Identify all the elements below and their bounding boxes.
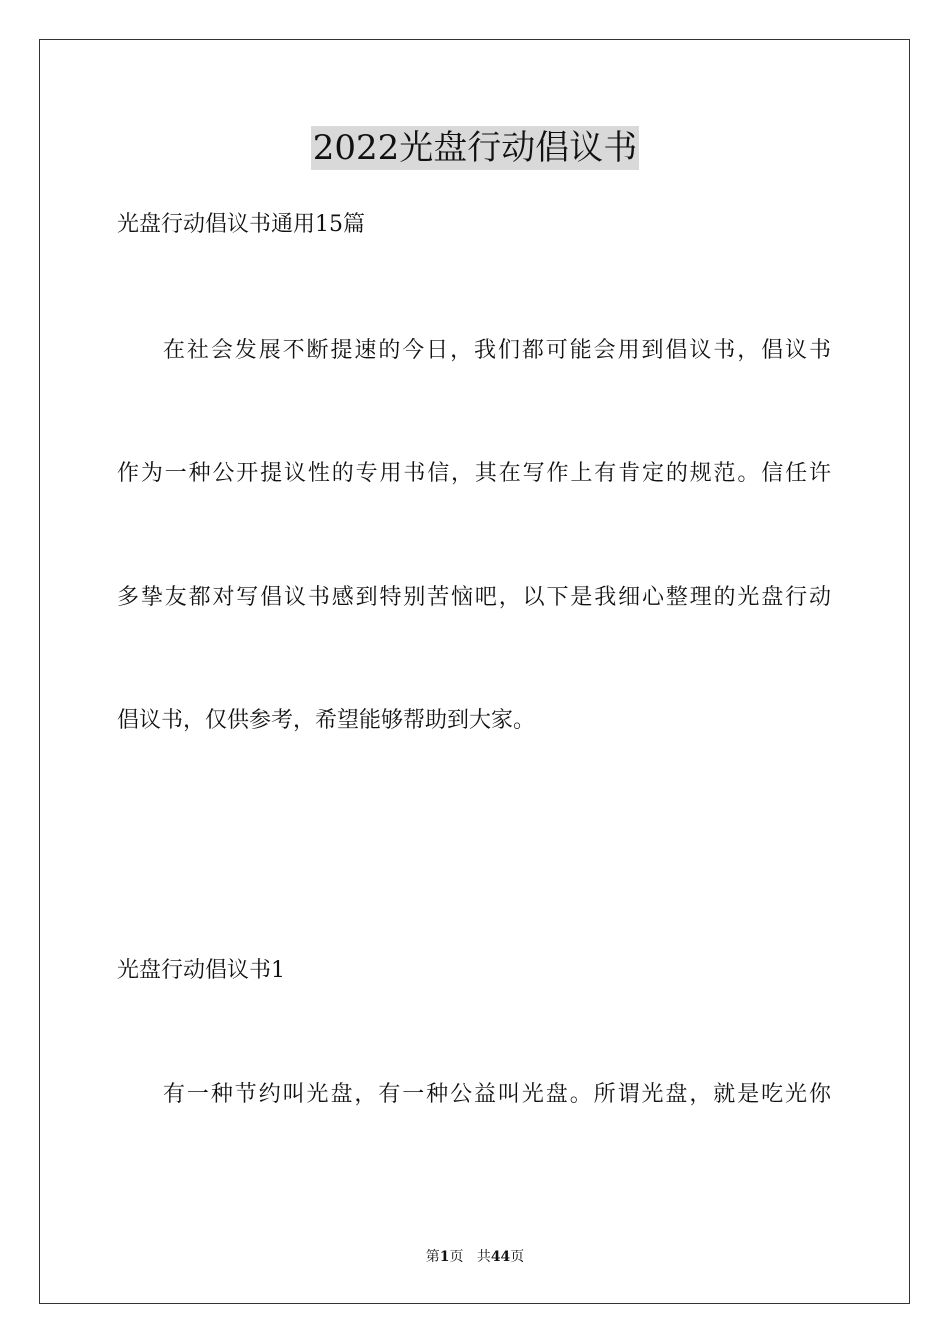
intro-line-4: 倡议书，仅供参考，希望能够帮助到大家。 <box>117 708 536 733</box>
section-first-line: 有一种节约叫光盘，有一种公益叫光盘。所谓光盘，就是吃光你 <box>163 1082 831 1107</box>
intro-line-3: 多挚友都对写倡议书感到特别苦恼吧，以下是我细心整理的光盘行动 <box>117 585 831 610</box>
footer-total-prefix: 共 <box>476 1249 491 1265</box>
document-title: 2022光盘行动倡议书 <box>312 128 638 168</box>
footer-total-pages: 44 <box>490 1249 511 1265</box>
section-heading: 光盘行动倡议书1 <box>117 958 285 983</box>
document-subtitle: 光盘行动倡议书通用15篇 <box>117 212 365 237</box>
footer-total-suffix: 页 <box>510 1249 525 1265</box>
intro-line-2: 作为一种公开提议性的专用书信，其在写作上有肯定的规范。信任许 <box>117 461 831 486</box>
footer-page-suffix: 页 <box>449 1249 464 1265</box>
document-title-wrap <box>0 126 950 170</box>
footer-page-number: 1 <box>439 1249 450 1265</box>
intro-line-1: 在社会发展不断提速的今日，我们都可能会用到倡议书，倡议书 <box>163 338 831 363</box>
page-footer <box>0 1248 950 1266</box>
footer-page-prefix: 第 <box>425 1249 440 1265</box>
